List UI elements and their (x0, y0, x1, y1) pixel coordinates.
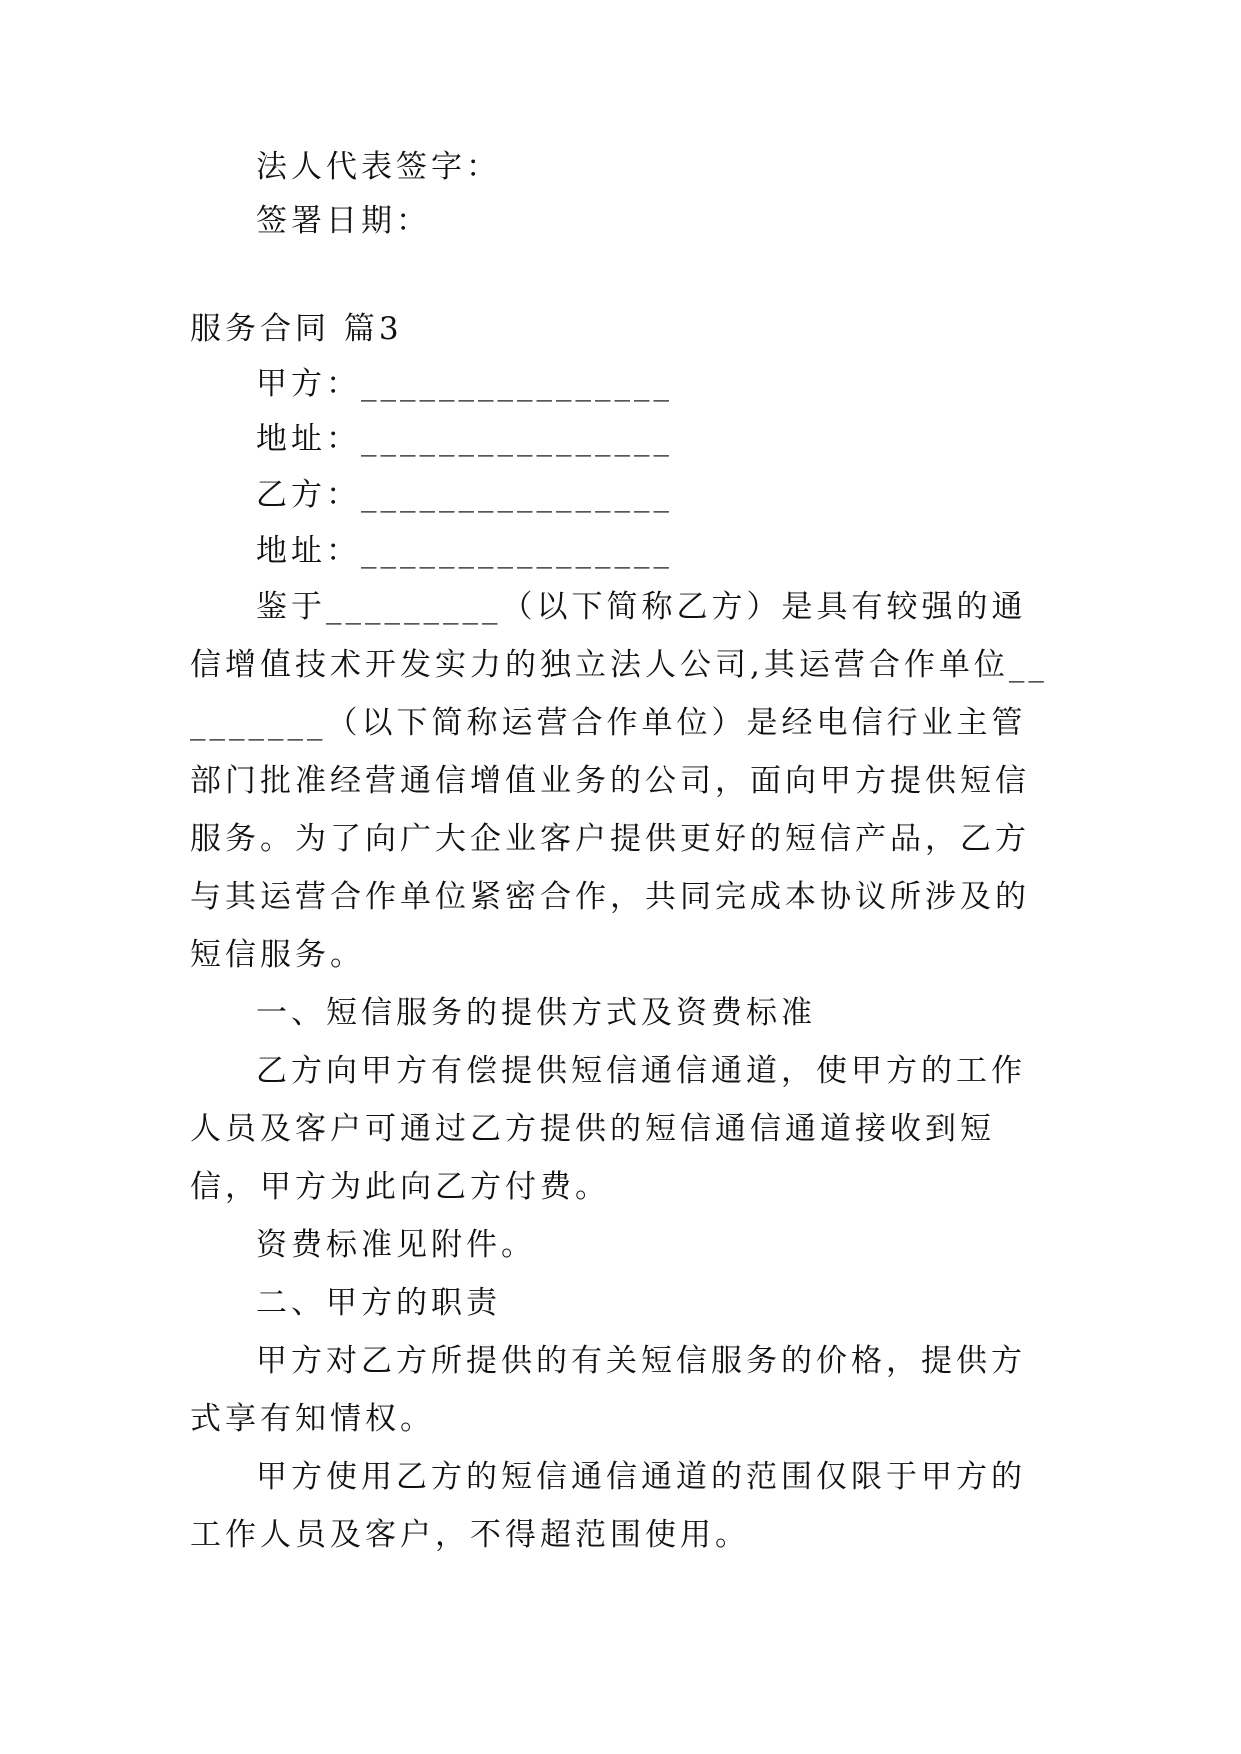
party-a-line (256, 355, 673, 413)
party-b-line (256, 466, 673, 524)
contract-body (190, 578, 1060, 1564)
section-1-paragraph-2: 资费标准见附件。 (256, 1227, 536, 1263)
section-1-heading: 一、短信服务的提供方式及资费标准 (256, 995, 816, 1031)
intro-paragraph: 鉴于_________（以下简称乙方）是具有较强的通信增值技术开发实力的独立法人公司,其运营合作单位_________（以下简称运营合作单位）是经电信行业主管部门批准经营通信增值业务的公司，面向甲方提供短信服务。为了向广大企业客户提供更好的短信产品，乙方与其运营合作单位紧密合作，共同完成本协议所涉及的短信服务。 (190, 589, 1048, 973)
party-b-blank: ________________ (361, 477, 673, 513)
party-b-label: 乙方： (256, 477, 361, 513)
section-2-paragraph-2: 甲方使用乙方的短信通信通道的范围仅限于甲方的工作人员及客户，不得超范围使用。 (190, 1459, 1026, 1553)
section-2-heading: 二、甲方的职责 (256, 1285, 501, 1321)
section-title: 服务合同 篇3 (190, 311, 403, 347)
party-b-address-blank: ________________ (361, 533, 673, 569)
section-2-paragraph-1: 甲方对乙方所提供的有关短信服务的价格，提供方式享有知情权。 (190, 1343, 1026, 1437)
party-a-blank: ________________ (361, 366, 673, 402)
legal-rep-signature-label: 法人代表签字： (256, 149, 501, 185)
party-a-label: 甲方： (256, 366, 361, 402)
party-a-address-line (256, 410, 673, 468)
section-1-paragraph-1: 乙方向甲方有偿提供短信通信通道，使甲方的工作人员及客户可通过乙方提供的短信通信通道接收到短信，甲方为此向乙方付费。 (190, 1053, 1026, 1205)
party-a-address-blank: ________________ (361, 421, 673, 457)
signing-date-label: 签署日期： (256, 203, 431, 239)
party-a-address-label: 地址： (256, 421, 361, 457)
party-b-address-line (256, 522, 673, 580)
party-b-address-label: 地址： (256, 533, 361, 569)
